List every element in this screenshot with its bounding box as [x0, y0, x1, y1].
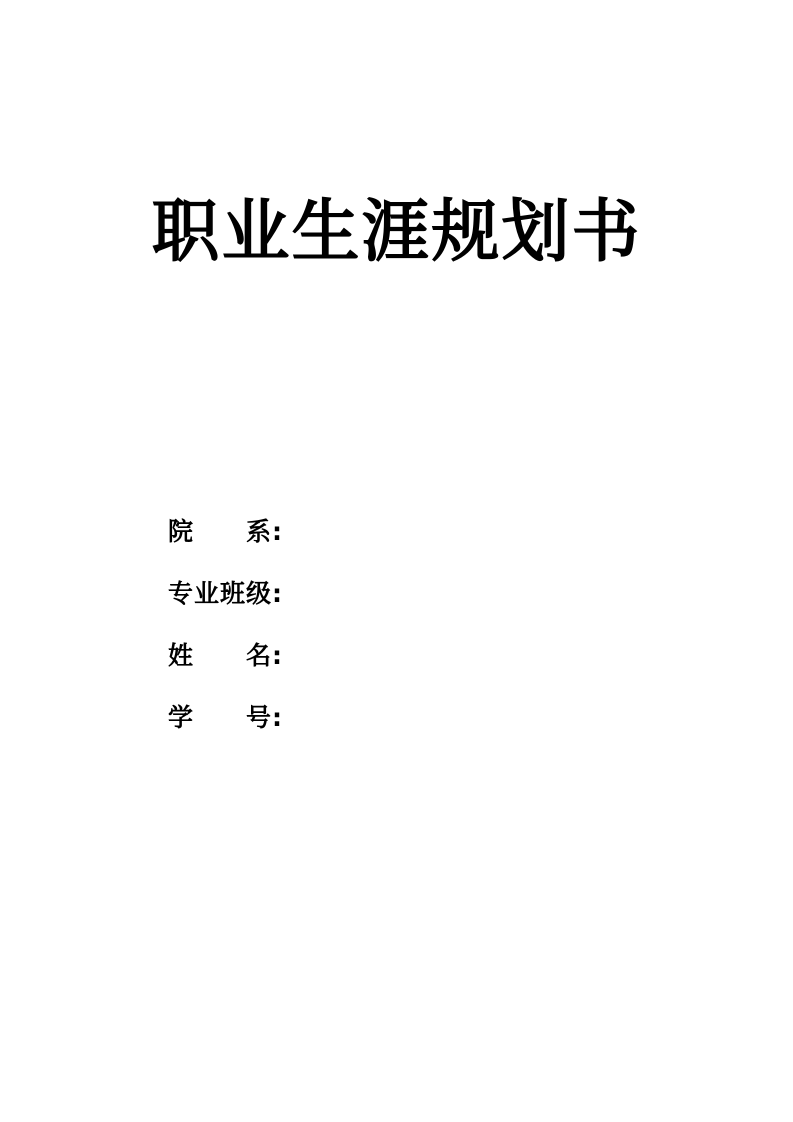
field-label-name: 姓 名: — [168, 641, 283, 670]
cover-fields — [168, 512, 507, 760]
page-title: 职业生涯规划书 — [151, 192, 642, 272]
field-label-major-class: 专业班级: — [168, 579, 283, 608]
field-row-student-id — [168, 698, 507, 760]
field-label-student-id: 学 号: — [168, 703, 283, 732]
field-row-name — [168, 636, 507, 698]
field-row-major-class — [168, 574, 507, 636]
field-label-department: 院 系: — [168, 517, 283, 546]
field-row-department — [168, 512, 507, 574]
